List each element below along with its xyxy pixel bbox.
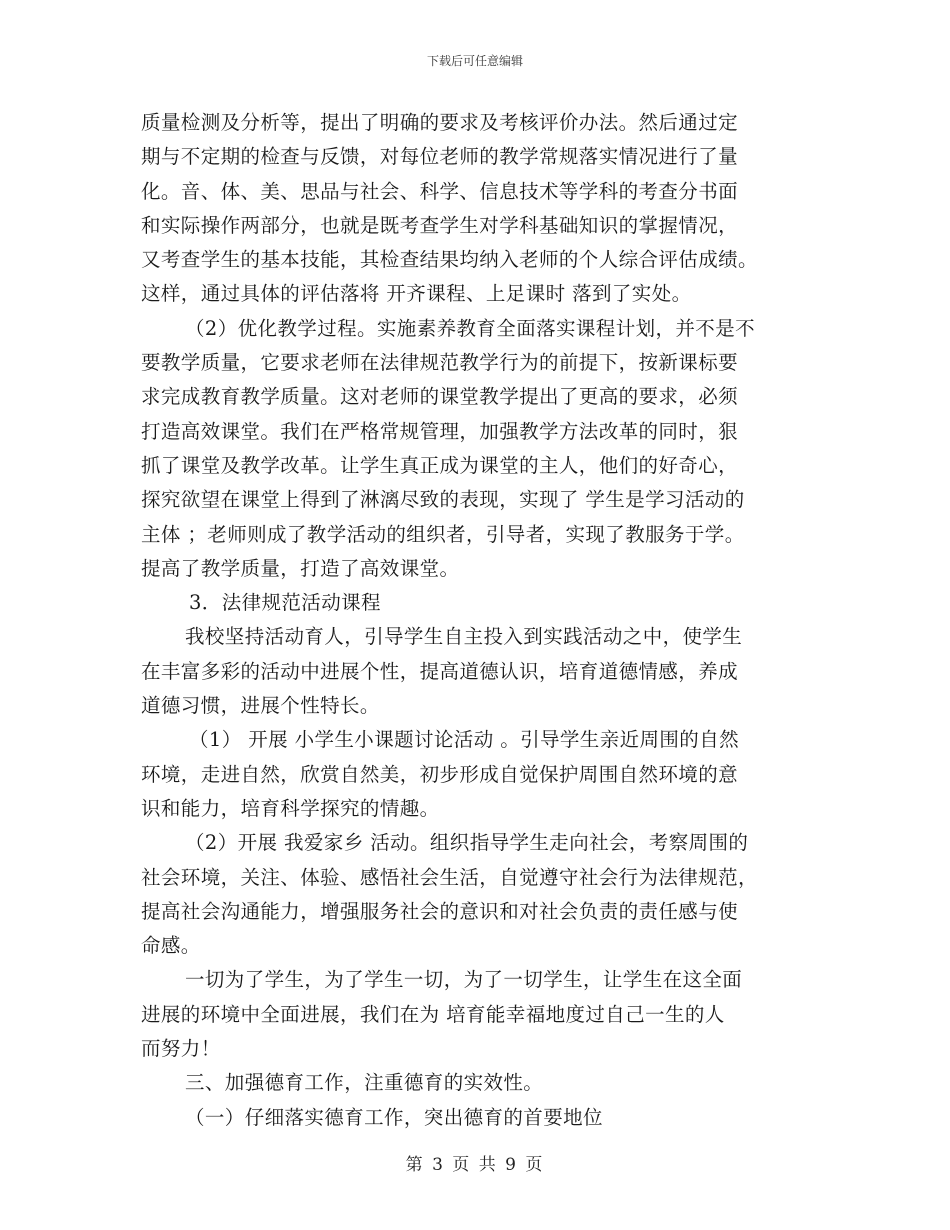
page-number: 第 3 页 共 9 页: [405, 1155, 545, 1175]
body-line: 化。音、体、美、思品与社会、科学、信息技术等学科的考查分书面: [141, 179, 739, 203]
body-line: 一切为了学生，为了学生一切，为了一切学生，让学生在这全面: [185, 968, 743, 992]
body-line: 质量检测及分析等，提出了明确的要求及考核评价办法。然后通过定: [141, 111, 739, 134]
body-line: 我校坚持活动育人，引导学生自主投入到实践活动之中，使学生: [185, 625, 743, 649]
subsection-heading: （一）仔细落实德育工作，突出德育的首要地位: [185, 1105, 603, 1129]
body-line: 提高了教学质量，打造了高效课堂。: [141, 556, 460, 580]
body-line: 主体 ；老师则成了教学活动的组织者，引导者，实现了教服务于学。: [141, 522, 745, 546]
body-line: 社会环境，关注、体验、感悟社会生活，自觉遵守社会行为法律规范，: [141, 865, 758, 889]
body-line: 命感。: [141, 934, 201, 958]
body-line: 在丰富多彩的活动中进展个性，提高道德认识，培育道德情感，养成: [141, 659, 739, 683]
body-line: 要教学质量，它要求老师在法律规范教学行为的前提下，按新课标要: [141, 351, 739, 375]
body-line: 求完成教育教学质量。这对老师的课堂教学提出了更高的要求，必须: [141, 385, 739, 409]
page-header: 下载后可任意编辑: [426, 54, 523, 68]
body-line: 又考查学生的基本技能，其检查结果均纳入老师的个人综合评估成绩。: [141, 248, 758, 272]
body-line: （2）开展 我爱家乡 活动。组织指导学生走向社会，考察周围的: [185, 831, 749, 855]
body-line: 环境，走进自然，欣赏自然美，初步形成自觉保护周围自然环境的意: [141, 762, 739, 786]
body-line: （2）优化教学过程。实施素养教育全面落实课程计划，并不是不: [185, 316, 756, 340]
body-line: 探究欲望在课堂上得到了淋漓尽致的表现，实现了 学生是学习活动的: [141, 488, 745, 512]
body-line: 抓了课堂及教学改革。让学生真正成为课堂的主人，他们的好奇心，: [141, 453, 739, 477]
section-heading: 3．法律规范活动课程: [189, 591, 381, 615]
body-line: 和实际操作两部分，也就是既考查学生对学科基础知识的掌握情况，: [141, 213, 739, 237]
body-line: 打造高效课堂。我们在严格常规管理，加强教学方法改革的同时，狠: [141, 419, 739, 443]
document-body: [141, 106, 809, 1135]
body-line: 识和能力，培育科学探究的情趣。: [141, 796, 440, 820]
body-line: 期与不定期的检查与反馈，对每位老师的教学常规落实情况进行了量: [141, 145, 739, 169]
body-line: 提高社会沟通能力，增强服务社会的意识和对社会负责的责任感与使: [141, 899, 739, 923]
body-line: 道德习惯，进展个性特长。: [141, 694, 380, 718]
body-line: 而努力！: [141, 1037, 221, 1061]
section-heading: 三、加强德育工作，注重德育的实效性。: [185, 1071, 544, 1095]
body-line: 进展的环境中全面进展，我们在为 培育能幸福地度过自己一生的人: [141, 1002, 725, 1026]
body-line: 这样，通过具体的评估落将 开齐课程、上足课时 落到了实处。: [141, 282, 692, 306]
body-line: （1） 开展 小学生小课题讨论活动 。引导学生亲近周围的自然: [189, 728, 740, 752]
